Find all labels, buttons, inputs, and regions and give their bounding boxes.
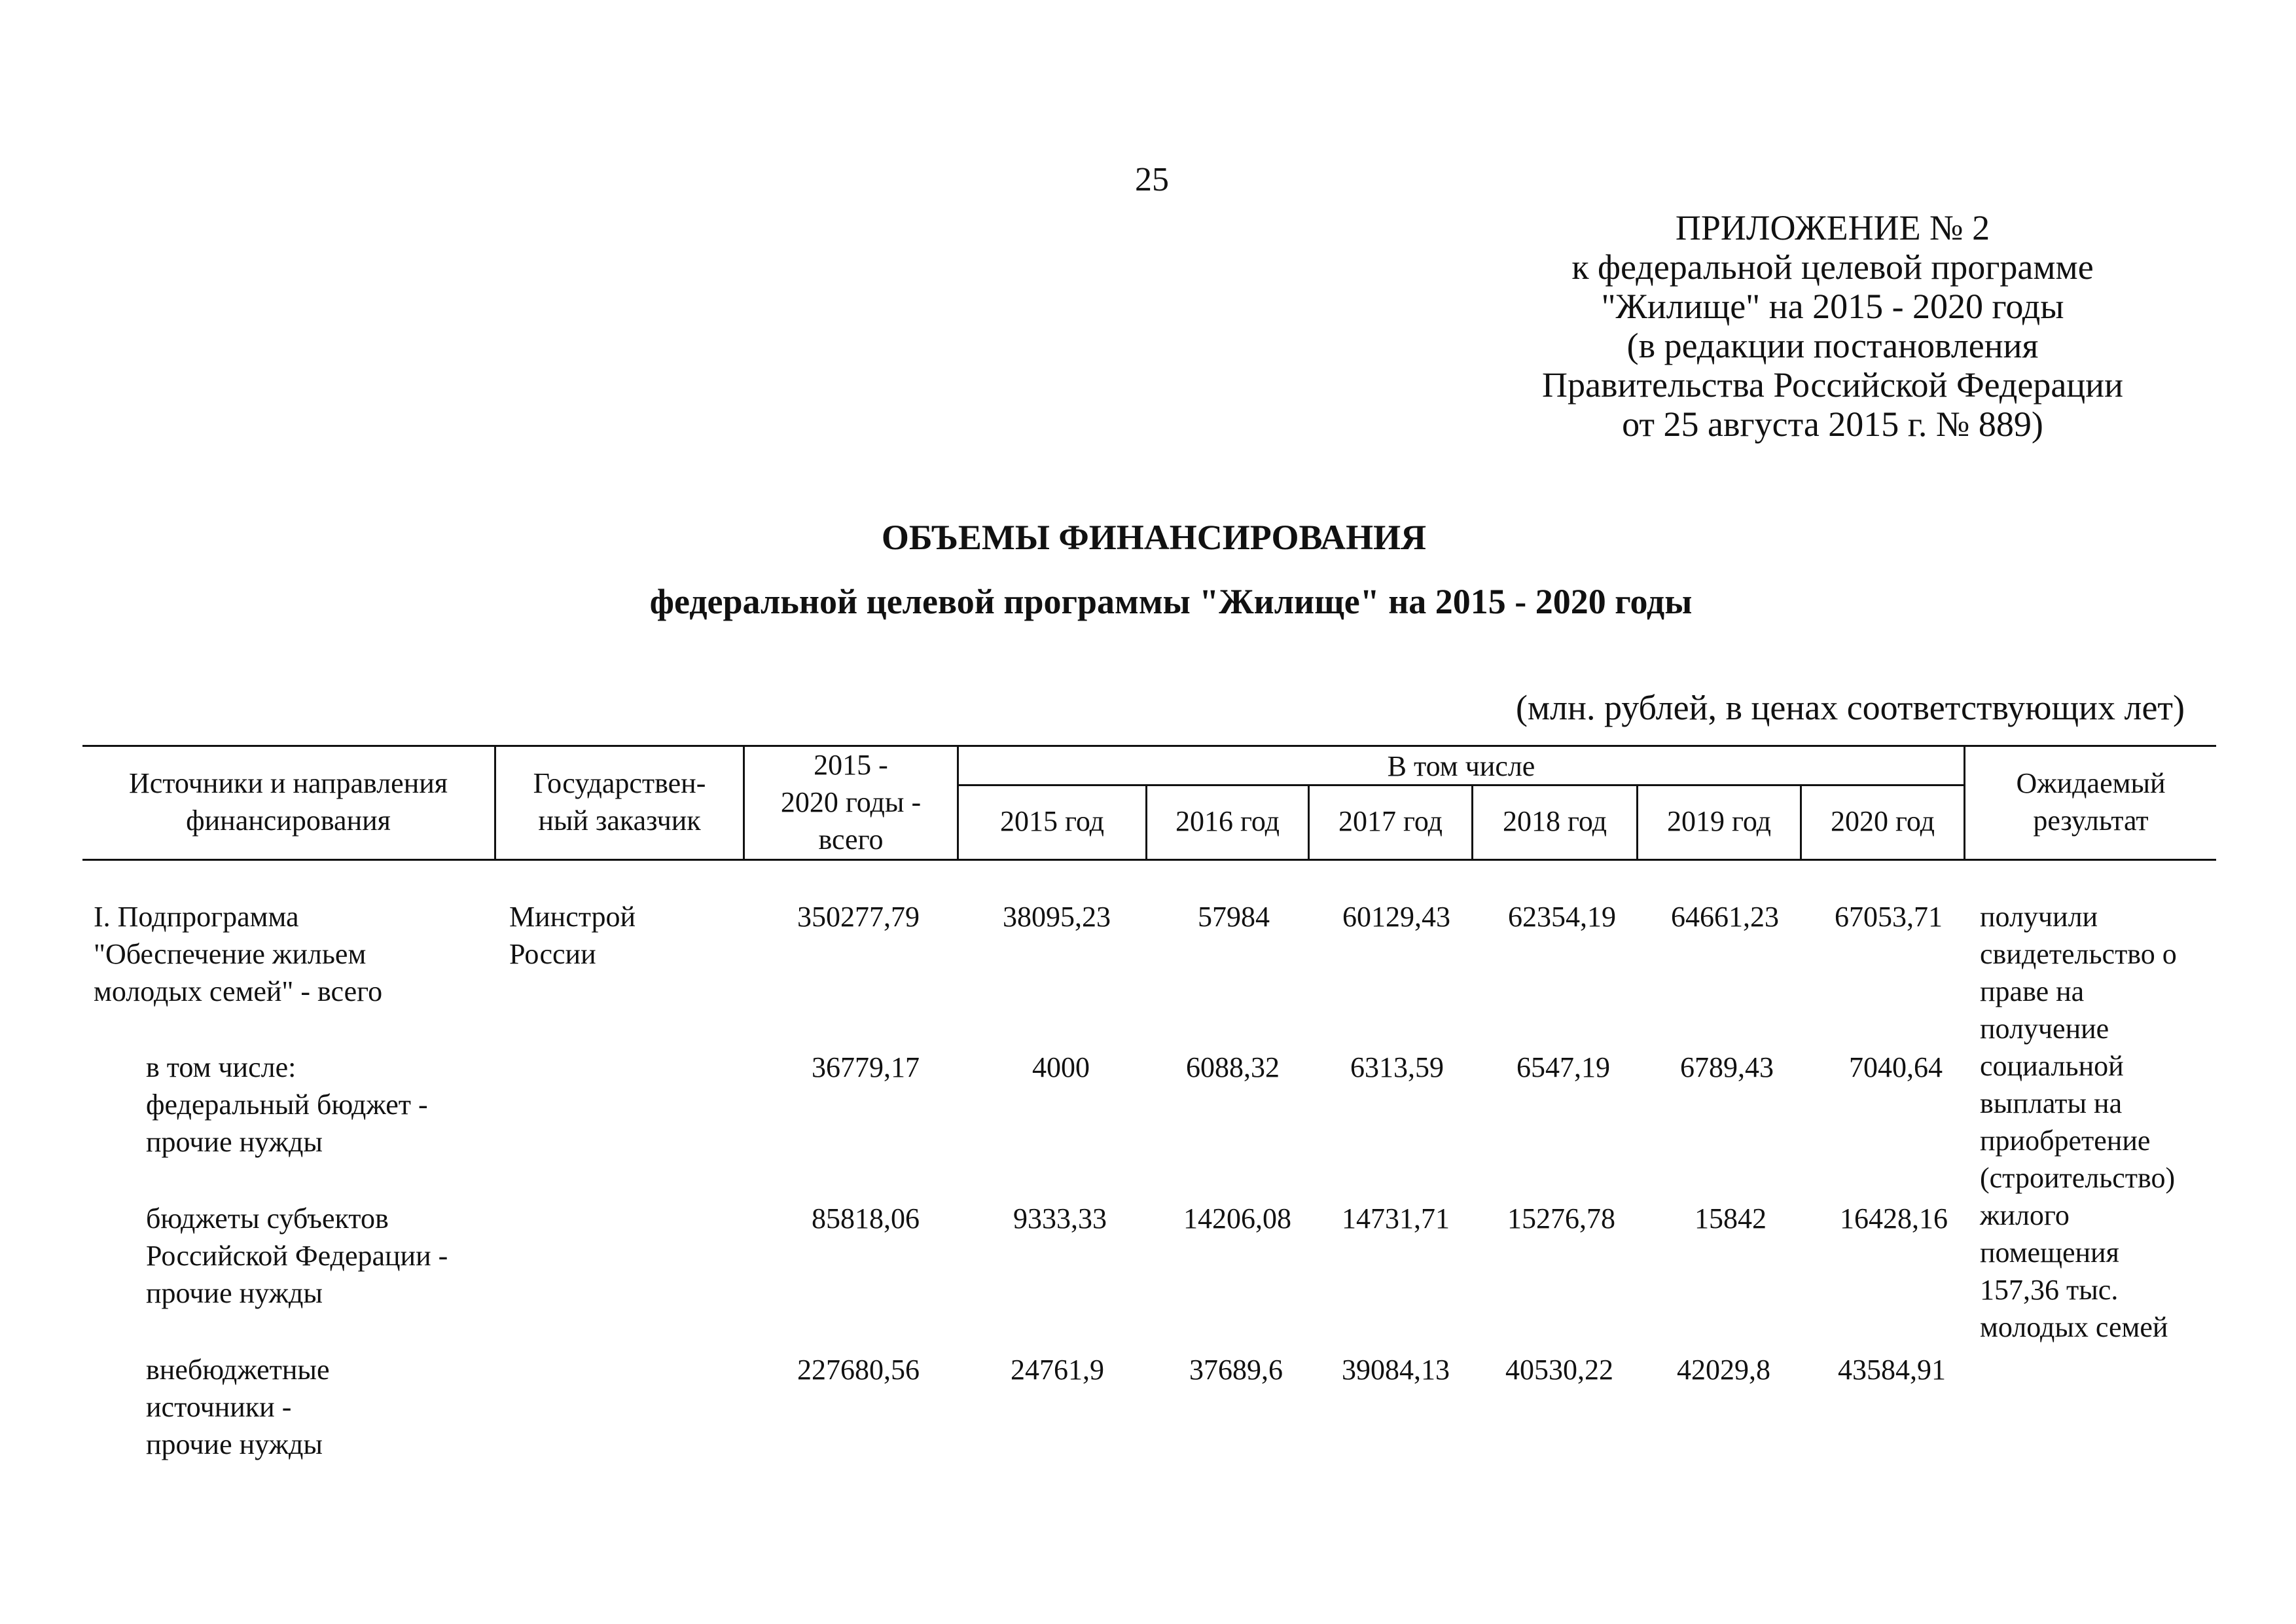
header-customer: Государствен- ный заказчик [533,767,706,837]
header-year: 2018 год [1502,805,1607,837]
row-value: 7040,64 [1849,1051,1943,1083]
row-value: 37689,6 [1189,1354,1283,1386]
row-value: 6789,43 [1680,1051,1774,1083]
row-value: 24761,9 [1011,1354,1104,1386]
row-label: бюджеты субъектов Российской Федерации - прочие нужды [146,1202,448,1309]
row-total: 36779,17 [812,1051,920,1083]
appendix-line: ПРИЛОЖЕНИЕ № 2 [1675,208,1990,247]
row-value: 42029,8 [1677,1354,1770,1386]
document-title: ОБЪЕМЫ ФИНАНСИРОВАНИЯ [881,518,1427,557]
appendix-line: к федеральной целевой программе [1571,247,2094,287]
appendix-line: (в редакции постановления [1626,326,2039,365]
header-total: 2015 - 2020 годы - всего [780,749,922,856]
row-value: 62354,19 [1508,901,1616,933]
header-year: 2017 год [1338,805,1443,837]
header-source: Источники и направления финансирования [128,767,448,837]
row-value: 15276,78 [1507,1202,1615,1235]
row-total: 227680,56 [797,1354,920,1386]
row-value: 4000 [1032,1051,1090,1083]
row-value: 9333,33 [1013,1202,1107,1235]
header-bottom-border [82,859,2216,861]
units-note: (млн. рублей, в ценах соответствующих лет) [1515,688,2185,727]
appendix-line: от 25 августа 2015 г. № 889) [1622,405,2043,444]
header-year: 2015 год [999,805,1105,837]
header-including: В том числе [1387,750,1535,782]
row-customer: Минстрой России [509,901,636,970]
row-value: 43584,91 [1838,1354,1946,1386]
row-value: 6313,59 [1350,1051,1444,1083]
row-label: внебюджетные источники - прочие нужды [146,1354,330,1460]
header-year: 2016 год [1175,805,1280,837]
row-total: 85818,06 [812,1202,920,1235]
expected-result: получили свидетельство о праве на получение социальной выплаты на приобретение (строительство) жилого помещения 157,36 тыс. молодых семей [1980,901,2177,1343]
header-result: Ожидаемый результат [2016,767,2166,837]
row-value: 16428,16 [1840,1202,1948,1235]
row-value: 14206,08 [1183,1202,1291,1235]
row-value: 14731,71 [1342,1202,1450,1235]
row-value: 39084,13 [1342,1354,1450,1386]
row-value: 38095,23 [1003,901,1111,933]
header-year: 2020 год [1830,805,1935,837]
row-label: в том числе: федеральный бюджет - прочие нужды [146,1051,428,1158]
row-value: 60129,43 [1342,901,1450,933]
row-value: 6088,32 [1186,1051,1280,1083]
appendix-heading [1440,208,2225,444]
header-year: 2019 год [1666,805,1772,837]
appendix-line: Правительства Российской Федерации [1542,365,2123,405]
row-value: 6547,19 [1516,1051,1610,1083]
table-top-border [82,745,2216,747]
row-value: 15842 [1695,1202,1767,1235]
row-value: 67053,71 [1835,901,1943,933]
row-label: I. Подпрограмма "Обеспечение жильем молодых семей" - всего [94,901,383,1007]
page-number: 25 [1135,161,1169,198]
row-value: 40530,22 [1505,1354,1613,1386]
row-value: 57984 [1198,901,1270,933]
document-subtitle: федеральной целевой программы "Жилище" на 2015 - 2020 годы [649,582,1693,621]
row-value: 64661,23 [1671,901,1779,933]
appendix-line: "Жилище" на 2015 - 2020 годы [1601,287,2064,326]
row-total: 350277,79 [797,901,920,933]
